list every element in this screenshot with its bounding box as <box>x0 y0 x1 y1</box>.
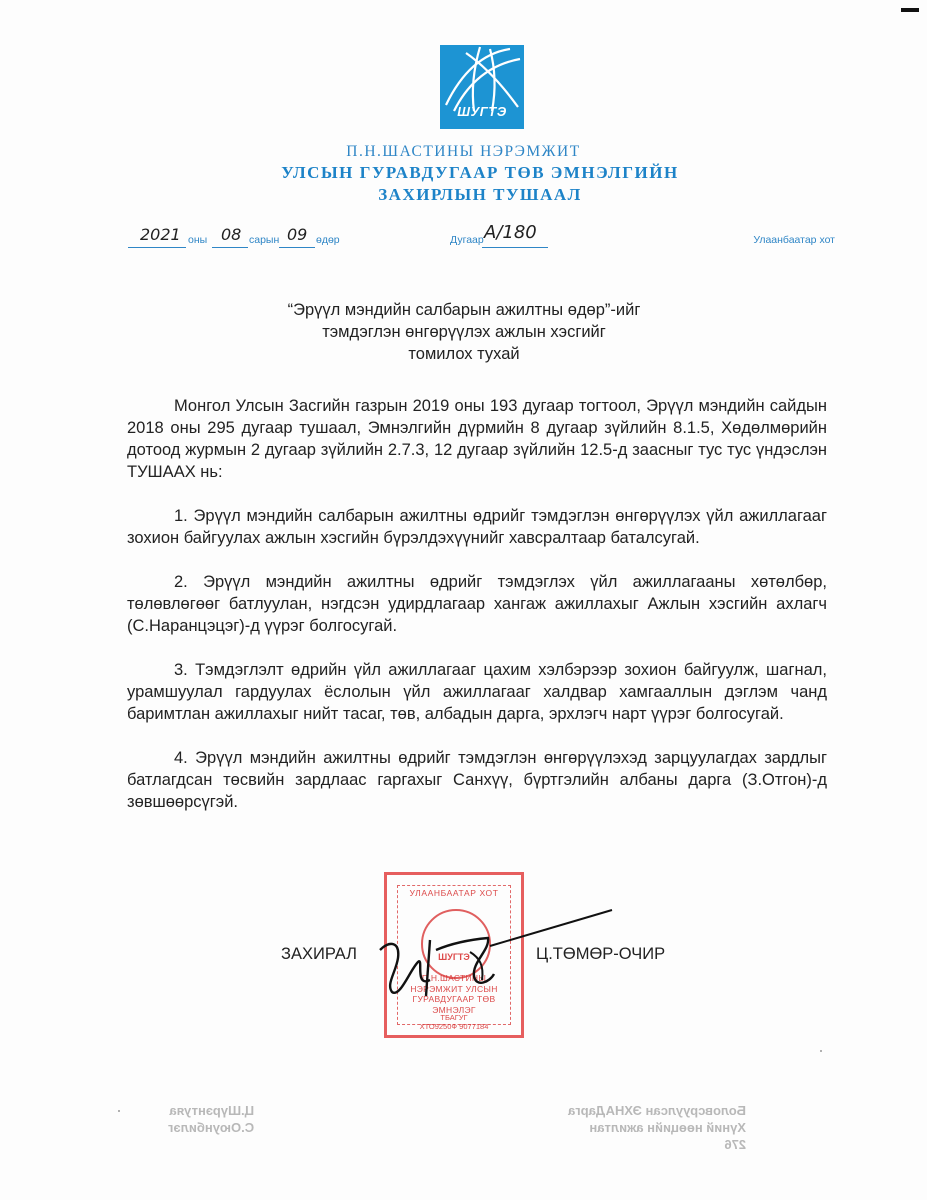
order-item-3: 3. Тэмдэглэлт өдрийн үйл ажиллагааг цахим хэлбэрээр зохион байгуулж, шагнал, урамшуулал гардуулах ёслолын үйл ажиллагааг халдвар хамгааллын дэглэм чанд баримтлан ажиллахыг нийт тасаг, төв, албадын дарга, эрхлэгч нарт үүрэг болгосугай. <box>127 661 827 723</box>
order-year: 2021 <box>140 225 181 244</box>
order-number: А/180 <box>484 222 537 243</box>
stamp-center-text: ШУГТЭ <box>438 952 470 962</box>
order-item-1: 1. Эрүүл мэндийн салбарын ажилтны өдрийг тэмдэглэн өнгөрүүлэх үйл ажиллагааг зохион байгуулах ажлын хэсгийн бүрэлдэхүүнийг хавсралтаар баталсугай. <box>127 507 827 547</box>
signatory-title: ЗАХИРАЛ <box>281 945 357 963</box>
bleed-line: Хүний нөөцийн ажилтан <box>589 1120 747 1135</box>
stamp-register <box>387 1013 521 1031</box>
org-subtitle: П.Н.ШАСТИНЫ НЭРЭМЖИТ <box>346 143 581 160</box>
title-line3: томилох тухай <box>408 345 520 363</box>
hospital-logo <box>440 45 524 129</box>
number-underline <box>482 247 548 248</box>
scan-mark <box>901 8 919 12</box>
month-underline <box>212 247 248 248</box>
logo-text: ШУГТЭ <box>457 104 507 119</box>
scan-speck <box>820 1050 822 1052</box>
order-item-2: 2. Эрүүл мэндийн ажилтны өдрийг тэмдэглэх үйл ажиллагааны хөтөлбөр, төлөвлөгөөг батлуулан, нэгдсэн удирдлагаар хангаж ажиллахыг Ажлын хэсгийн ахлагч (С.Наранцэцэг)-д үүрэг болгосугай. <box>127 573 827 635</box>
stamp-line: ЭМНЭЛЭГ <box>432 1004 476 1015</box>
stamp-line: НЭРЭМЖИТ УЛСЫН <box>410 983 498 994</box>
bleed-through-right <box>168 1102 254 1136</box>
year-underline <box>128 247 186 248</box>
signatory-name: Ц.ТӨМӨР-ОЧИР <box>536 945 666 963</box>
preamble: Монгол Улсын Засгийн газрын 2019 оны 193 дугаар тогтоол, Эрүүл мэндийн сайдын 2018 оны 295 дугаар тушаал, Эмнэлгийн дүрмийн 8 дугаар зүйлийн 8.1.5, Хөдөлмөрийн дотоод журмын 2 дугаар зүйлийн 2.7.3, 12 дугаар зүйлийн 12.5-д заасныг тус тус үндэслэн ТУШААХ нь: <box>127 397 827 481</box>
year-label: оны <box>188 234 208 246</box>
order-body <box>127 395 827 813</box>
stamp-register-number: ХТО9250Ф 9077184 <box>419 1022 489 1031</box>
bleed-through-left <box>568 1102 746 1153</box>
month-label: сарын <box>249 234 280 246</box>
org-name-line1: УЛСЫН ГУРАВДУГААР ТӨВ ЭМНЭЛГИЙН <box>281 163 679 182</box>
stamp-line: П.Н.ШАСТИНЫ <box>421 973 487 983</box>
stamp-line: ТБАГУГ <box>440 1013 468 1022</box>
title-line1: “Эрүүл мэндийн салбарын ажилтны өдөр”-ийг <box>287 301 641 319</box>
bleed-line: С.Оюунбилэг <box>168 1120 255 1135</box>
day-label: өдөр <box>316 234 340 246</box>
bleed-line: Боловсруулсан ЭХНАДарга <box>568 1103 747 1118</box>
bleed-line: Ц.Шүрэнтуяа <box>169 1103 255 1118</box>
order-day: 09 <box>287 225 308 244</box>
order-title <box>240 299 688 365</box>
stamp-top-text: УЛААНБААТАР ХОТ <box>409 888 499 898</box>
place: Улаанбаатар хот <box>753 234 835 246</box>
order-month: 08 <box>221 225 242 244</box>
day-underline <box>279 247 315 248</box>
order-item-4: 4. Эрүүл мэндийн ажилтны өдрийг тэмдэглэн өнгөрүүлэхэд зарцуулагдах зардлыг батлагдсан төсвийн зардлаас гаргахыг Санхүү, бүртгэлийн албаны дарга (З.Отгон)-д зөвшөөрсүгэй. <box>127 749 827 811</box>
bleed-line: 276 <box>724 1137 747 1152</box>
number-label: Дугаар <box>450 234 484 246</box>
scan-speck <box>118 1110 120 1112</box>
org-name <box>260 162 700 206</box>
title-line2: тэмдэглэн өнгөрүүлэх ажлын хэсгийг <box>322 323 606 341</box>
stamp-line: ГУРАВДУГААР ТӨВ <box>412 994 496 1004</box>
org-name-line2: ЗАХИРЛЫН ТУШААЛ <box>378 185 582 204</box>
